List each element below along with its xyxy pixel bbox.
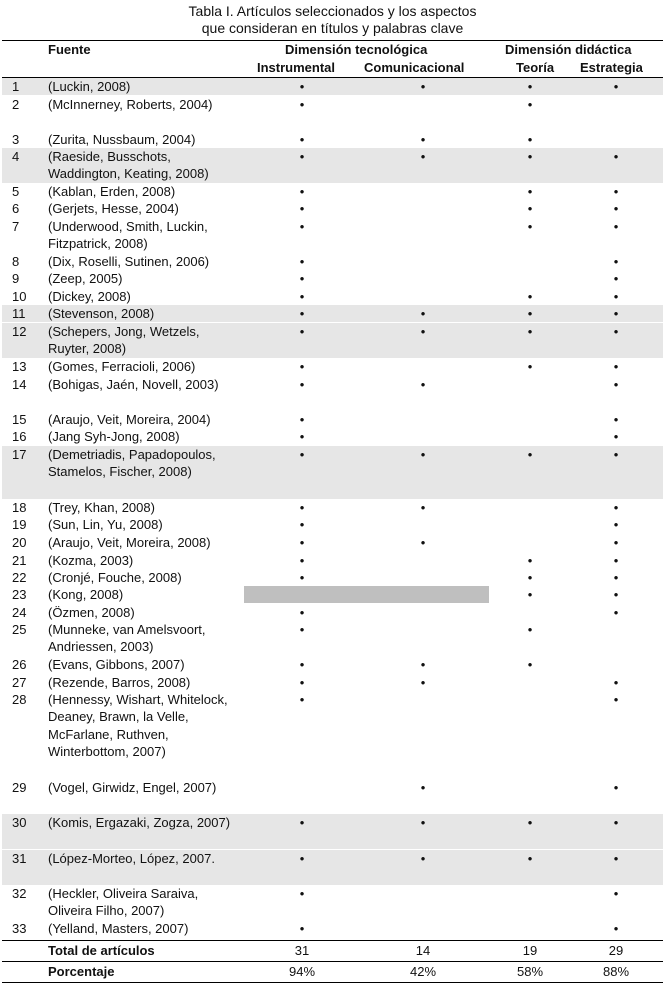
row-source: (Underwood, Smith, Luckin, Fitzpatrick, 2008) [48,219,208,252]
row-number: 9 [12,271,20,286]
mark-instrumental: • [299,306,305,321]
percent-teoria: 58% [516,964,544,979]
mark-estrategia: • [613,692,619,707]
mark-estrategia: • [613,500,619,515]
row-number: 4 [12,149,20,164]
row-source: (Heckler, Oliveira Saraiva, Oliveira Filho, 2007) [48,886,199,919]
row-number: 20 [12,535,27,550]
header-estrategia: Estrategia [580,60,643,75]
row-source: (Vogel, Girwidz, Engel, 2007) [48,780,217,795]
header-dimension-tecnologica: Dimensión tecnológica [285,42,428,57]
mark-comunicacional: • [420,149,426,164]
row-number: 12 [12,324,27,339]
mark-comunicacional: • [420,377,426,392]
mark-teoria: • [527,851,533,866]
table-row [2,674,663,691]
header-comunicacional: Comunicacional [364,60,465,75]
mark-comunicacional: • [420,79,426,94]
mark-instrumental: • [299,271,305,286]
mark-comunicacional: • [420,851,426,866]
table-row [2,218,663,253]
mark-instrumental: • [299,815,305,830]
top-rule [2,40,663,41]
mark-estrategia: • [613,377,619,392]
row-number: 14 [12,377,27,392]
mark-teoria: • [527,79,533,94]
row-source: (Rezende, Barros, 2008) [48,675,191,690]
mark-estrategia: • [613,553,619,568]
row-source: (Araujo, Veit, Moreira, 2004) [48,412,211,427]
table-row [2,270,663,287]
table-row [2,604,663,621]
row-source: (Dix, Roselli, Sutinen, 2006) [48,254,210,269]
row-source: (Luckin, 2008) [48,79,131,94]
mark-instrumental: • [299,517,305,532]
percent-label: Porcentaje [48,964,115,979]
row-source: (Raeside, Busschots, Waddington, Keating, 2008) [48,149,209,182]
row-number: 2 [12,97,20,112]
row-number: 19 [12,517,27,532]
mark-instrumental: • [299,201,305,216]
mark-comunicacional: • [420,306,426,321]
row-number: 33 [12,921,27,936]
mark-teoria: • [527,97,533,112]
table-row [2,516,663,533]
mark-estrategia: • [613,254,619,269]
row-source: (López-Morteo, López, 2007. [48,851,215,866]
mark-instrumental: • [299,429,305,444]
row-number: 17 [12,447,27,462]
row-source: (Stevenson, 2008) [48,306,155,321]
mark-instrumental: • [299,886,305,901]
row-number: 15 [12,412,27,427]
table-row [2,358,663,375]
row-source: (Zeep, 2005) [48,271,123,286]
mark-instrumental: • [299,535,305,550]
row-number: 3 [12,132,20,147]
row-source: (Demetriadis, Papadopoulos, Stamelos, Fischer, 2008) [48,447,216,480]
header-dimension-didactica: Dimensión didáctica [505,42,632,57]
table-row [2,691,663,779]
mark-estrategia: • [613,289,619,304]
mark-estrategia: • [613,605,619,620]
total-rule [2,961,663,962]
row-source: (Kablan, Erden, 2008) [48,184,176,199]
mark-estrategia: • [613,535,619,550]
mark-instrumental: • [299,605,305,620]
mark-instrumental: • [299,622,305,637]
total-estrategia: 29 [608,943,624,958]
table-row [2,323,663,358]
mark-instrumental: • [299,79,305,94]
bottom-rule [2,982,663,983]
percent-instrumental: 94% [288,964,316,979]
mark-teoria: • [527,359,533,374]
caption-line-1: Tabla I. Artículos seleccionados y los aspectos [188,3,477,19]
table-row [2,850,663,885]
row-source: (Araujo, Veit, Moreira, 2008) [48,535,211,550]
mark-instrumental: • [299,675,305,690]
row-number: 24 [12,605,27,620]
mark-estrategia: • [613,412,619,427]
mark-estrategia: • [613,359,619,374]
row-source: (Hennessy, Wishart, Whitelock, Deaney, Brawn, la Velle, McFarlane, Ruthven, Winterbottom, 2007) [48,692,228,759]
mark-estrategia: • [613,886,619,901]
row-number: 1 [12,79,20,94]
table-row [2,621,663,656]
row-source: (Özmen, 2008) [48,605,135,620]
mark-comunicacional: • [420,657,426,672]
table-row [2,779,663,814]
mark-instrumental: • [299,500,305,515]
header-instrumental: Instrumental [257,60,336,75]
table-row [2,376,663,411]
mark-instrumental: • [299,657,305,672]
row-source: (Schepers, Jong, Wetzels, Ruyter, 2008) [48,324,200,357]
mark-estrategia: • [613,447,619,462]
header-fuente: Fuente [48,42,91,57]
mark-teoria: • [527,447,533,462]
mark-estrategia: • [613,815,619,830]
table-row [2,428,663,445]
mark-instrumental: • [299,570,305,585]
row-source: (Yelland, Masters, 2007) [48,921,189,936]
table-row [2,411,663,428]
mark-instrumental: • [299,359,305,374]
table-row [2,305,663,322]
row-number: 13 [12,359,27,374]
mark-estrategia: • [613,517,619,532]
row-number: 21 [12,553,27,568]
mark-comunicacional: • [420,815,426,830]
mark-estrategia: • [613,570,619,585]
mark-comunicacional: • [420,324,426,339]
mark-estrategia: • [613,219,619,234]
total-comunicacional: 14 [415,943,431,958]
row-source: (Komis, Ergazaki, Zogza, 2007) [48,815,231,830]
row-number: 6 [12,201,20,216]
total-label: Total de artículos [48,943,155,958]
row-source: (Zurita, Nussbaum, 2004) [48,132,196,147]
table-row [2,569,663,586]
mark-teoria: • [527,132,533,147]
row-source: (Dickey, 2008) [48,289,131,304]
mark-comunicacional: • [420,500,426,515]
mark-teoria: • [527,201,533,216]
table-row [2,96,663,131]
mark-instrumental: • [299,184,305,199]
mark-estrategia: • [613,921,619,936]
row-number: 29 [12,780,27,795]
row-source: (Sun, Lin, Yu, 2008) [48,517,163,532]
mark-comunicacional: • [420,535,426,550]
row-number: 11 [12,306,26,321]
body-rule [2,940,663,941]
row-number: 32 [12,886,27,901]
mark-estrategia: • [613,79,619,94]
mark-teoria: • [527,570,533,585]
mark-estrategia: • [613,201,619,216]
row-number: 26 [12,657,27,672]
mark-teoria: • [527,622,533,637]
row-source: (Gomes, Ferracioli, 2006) [48,359,196,374]
mark-instrumental: • [299,377,305,392]
mark-teoria: • [527,657,533,672]
mark-teoria: • [527,289,533,304]
total-instrumental: 31 [294,943,310,958]
row-source: (Kong, 2008) [48,587,124,602]
row-number: 8 [12,254,20,269]
row-source: (Kozma, 2003) [48,553,134,568]
mark-estrategia: • [613,675,619,690]
table-row [2,499,663,516]
mark-instrumental: • [299,149,305,164]
mark-estrategia: • [613,306,619,321]
table-row [2,253,663,270]
row-source: (Bohigas, Jaén, Novell, 2003) [48,377,219,392]
percent-estrategia: 88% [602,964,630,979]
table-row [2,131,663,148]
mark-estrategia: • [613,324,619,339]
row-source: (Evans, Gibbons, 2007) [48,657,185,672]
mark-teoria: • [527,184,533,199]
mark-estrategia: • [613,429,619,444]
row-number: 31 [12,851,27,866]
mark-instrumental: • [299,851,305,866]
row-number: 23 [12,587,27,602]
table-row [2,288,663,305]
mark-teoria: • [527,587,533,602]
row-number: 16 [12,429,27,444]
row-number: 28 [12,692,27,707]
row-source: (Munneke, van Amelsvoort, Andriessen, 2003) [48,622,206,655]
table-row [2,534,663,551]
table-row [2,920,663,938]
percent-comunicacional: 42% [409,964,437,979]
highlight-band [244,586,489,603]
table-row [2,148,663,183]
mark-instrumental: • [299,132,305,147]
mark-instrumental: • [299,219,305,234]
row-number: 22 [12,570,27,585]
mark-estrategia: • [613,271,619,286]
mark-instrumental: • [299,97,305,112]
mark-estrategia: • [613,149,619,164]
mark-teoria: • [527,553,533,568]
mark-estrategia: • [613,851,619,866]
row-source: (Trey, Khan, 2008) [48,500,155,515]
caption-line-2: que consideran en títulos y palabras clave [201,20,464,36]
mark-comunicacional: • [420,132,426,147]
row-number: 25 [12,622,27,637]
mark-teoria: • [527,815,533,830]
mark-comunicacional: • [420,447,426,462]
row-number: 5 [12,184,20,199]
mark-instrumental: • [299,447,305,462]
row-number: 27 [12,675,27,690]
mark-comunicacional: • [420,675,426,690]
table-row [2,885,663,920]
mark-teoria: • [527,219,533,234]
mark-estrategia: • [613,780,619,795]
mark-teoria: • [527,306,533,321]
mark-teoria: • [527,149,533,164]
mark-estrategia: • [613,184,619,199]
table-row [2,552,663,569]
table-caption [0,3,665,37]
row-number: 10 [12,289,27,304]
mark-instrumental: • [299,324,305,339]
row-source: (Cronjé, Fouche, 2008) [48,570,182,585]
mark-instrumental: • [299,254,305,269]
table-row [2,183,663,200]
mark-instrumental: • [299,553,305,568]
table-row [2,814,663,849]
total-teoria: 19 [522,943,538,958]
mark-instrumental: • [299,289,305,304]
row-source: (McInnerney, Roberts, 2004) [48,97,213,112]
table-row [2,200,663,217]
row-number: 18 [12,500,27,515]
row-source: (Jang Syh-Jong, 2008) [48,429,180,444]
row-source: (Gerjets, Hesse, 2004) [48,201,179,216]
mark-instrumental: • [299,692,305,707]
row-number: 7 [12,219,20,234]
mark-comunicacional: • [420,780,426,795]
mark-teoria: • [527,324,533,339]
row-number: 30 [12,815,27,830]
mark-instrumental: • [299,921,305,936]
mark-instrumental: • [299,412,305,427]
header-teoria: Teoría [516,60,555,75]
table-row [2,78,663,95]
table-row [2,656,663,673]
table-row [2,446,663,499]
mark-estrategia: • [613,587,619,602]
